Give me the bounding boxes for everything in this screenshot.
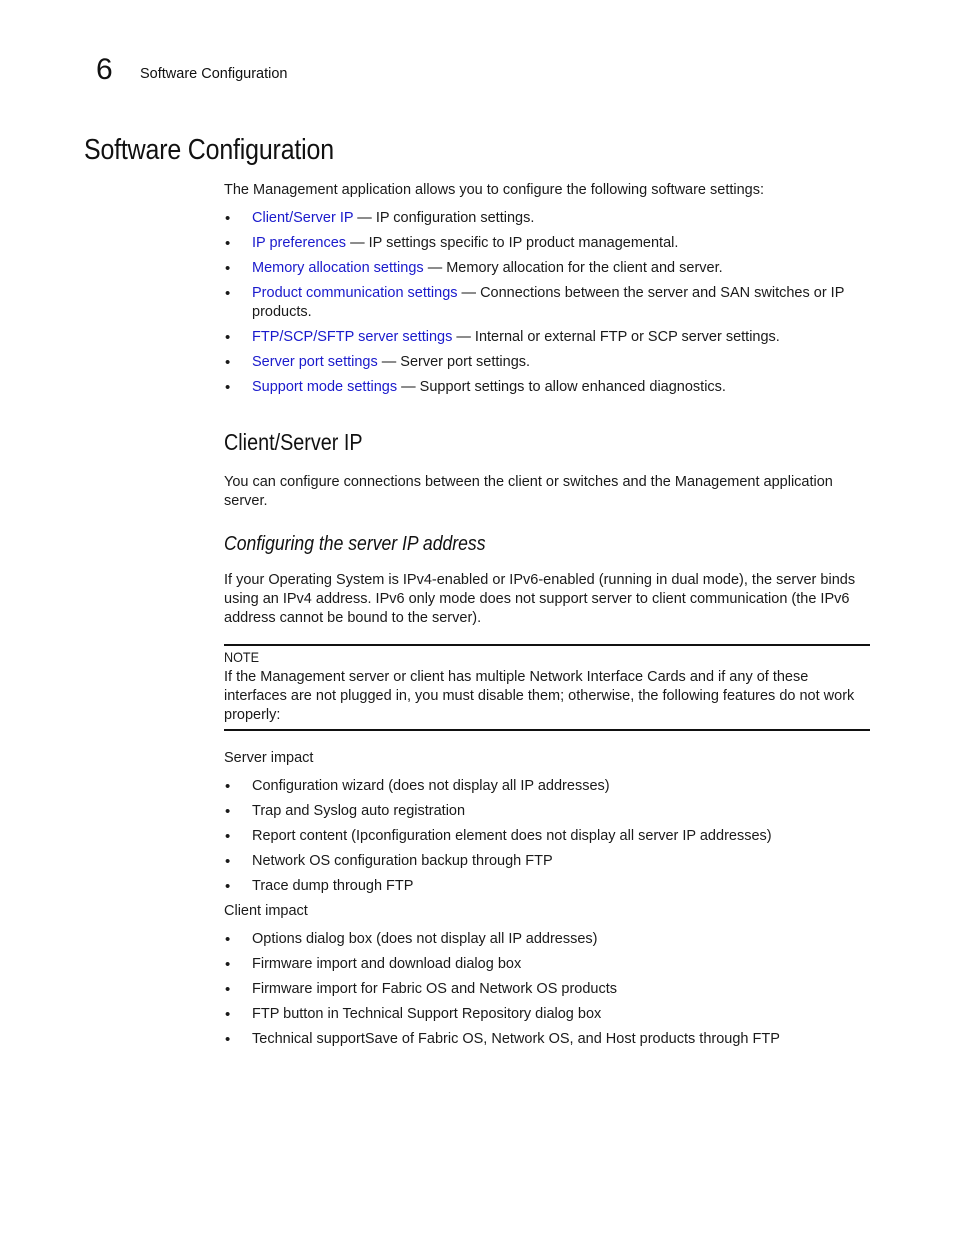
subsection-paragraph: If your Operating System is IPv4-enabled or IPv6-enabled (running in dual mode), the server binds using an IPv4 address. IPv6 only mode does not support server to client communication (the IPv6 address cannot be bound to the server). [224,572,856,626]
list-item-text: Firmware import and download dialog box [252,956,522,972]
intro-paragraph: The Management application allows you to configure the following software settings: [224,182,765,198]
bullet-icon: • [225,379,231,396]
bullet-icon: • [225,285,231,302]
link-server-port-settings[interactable]: Server port settings [252,354,378,370]
bullet-icon: • [225,853,231,870]
list-item [224,852,874,871]
list-item-desc: — Internal or external FTP or SCP server settings. [452,329,780,345]
bullet-icon: • [225,931,231,948]
note-text: If the Management server or client has multiple Network Interface Cards and if any of these interfaces are not plugged in, you must disable them; otherwise, the following features do not work properly: [224,669,855,723]
list-item [224,284,874,322]
list-item [224,328,874,347]
bullet-icon: • [225,878,231,895]
list-item [224,777,874,796]
chapter-running-title: Software Configuration [140,66,288,82]
list-item [224,353,874,372]
link-client-server-ip[interactable]: Client/Server IP [252,210,354,226]
server-impact-label: Server impact [224,750,314,766]
bullet-icon: • [225,354,231,371]
list-item [224,259,874,278]
settings-list [224,209,874,397]
list-item [224,802,874,821]
note-box [224,644,870,731]
bullet-icon: • [225,260,231,277]
list-item-text: Trap and Syslog auto registration [252,803,466,819]
main-content [224,181,874,1055]
list-item-desc: — IP settings specific to IP product managemental. [346,235,679,251]
link-product-communication-settings[interactable]: Product communication settings [252,285,458,301]
section-paragraph: You can configure connections between the client or switches and the Management application server. [224,474,833,509]
list-item-text: FTP button in Technical Support Repository dialog box [252,1006,602,1022]
bullet-icon: • [225,1031,231,1048]
list-item-desc: — Support settings to allow enhanced diagnostics. [397,379,726,395]
list-item-text: Options dialog box (does not display all IP addresses) [252,931,598,947]
bullet-icon: • [225,235,231,252]
client-impact-label: Client impact [224,903,308,919]
subsection-heading: Configuring the server IP address [224,533,486,555]
list-item [224,980,874,999]
list-item-desc: — Memory allocation for the client and server. [423,260,723,276]
client-impact-list [224,930,874,1049]
link-ip-preferences[interactable]: IP preferences [252,235,347,251]
bullet-icon: • [225,803,231,820]
list-item-desc: — Connections between the server and SAN switches or IP products. [252,285,845,320]
chapter-number: 6 [96,53,113,86]
list-item [224,234,874,253]
list-item-desc: — IP configuration settings. [353,210,535,226]
list-item-text: Report content (Ipconfiguration element does not display all server IP addresses) [252,828,772,844]
list-item [224,827,874,846]
bullet-icon: • [225,981,231,998]
list-item [224,209,874,228]
list-item [224,955,874,974]
link-ftp-scp-sftp-server-settings[interactable]: FTP/SCP/SFTP server settings [252,329,453,345]
section-heading: Client/Server IP [224,429,363,455]
list-item [224,930,874,949]
list-item-text: Firmware import for Fabric OS and Network OS products [252,981,618,997]
list-item-text: Configuration wizard (does not display all IP addresses) [252,778,610,794]
link-memory-allocation-settings[interactable]: Memory allocation settings [252,260,424,276]
list-item-text: Network OS configuration backup through FTP [252,853,553,869]
list-item-desc: — Server port settings. [377,354,531,370]
list-item-text: Technical supportSave of Fabric OS, Network OS, and Host products through FTP [252,1031,780,1047]
bullet-icon: • [225,1006,231,1023]
bullet-icon: • [225,329,231,346]
list-item [224,1030,874,1049]
bullet-icon: • [225,210,231,227]
bullet-icon: • [225,828,231,845]
bullet-icon: • [225,778,231,795]
note-label: NOTE [224,649,260,665]
list-item-text: Trace dump through FTP [252,878,414,894]
page-title: Software Configuration [84,134,334,166]
server-impact-list [224,777,874,896]
list-item [224,1005,874,1024]
list-item [224,378,874,397]
list-item [224,877,874,896]
link-support-mode-settings[interactable]: Support mode settings [252,379,398,395]
bullet-icon: • [225,956,231,973]
